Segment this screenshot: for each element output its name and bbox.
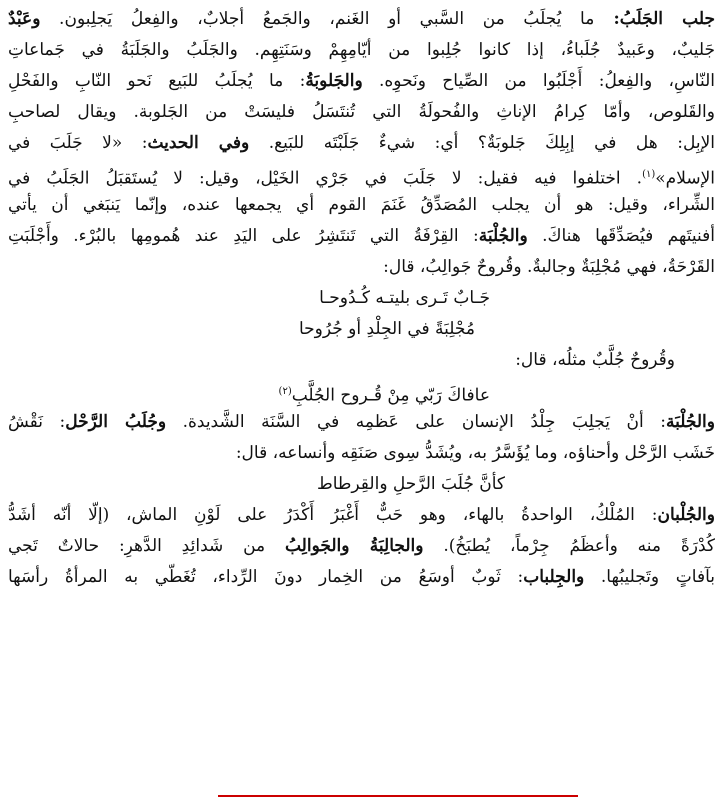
headword: جلب	[663, 9, 715, 29]
definition-text: جَليبٌ، وعَبيدٌ جُلَباءُ، إذا كانوا جُلِبوا من أيّامِهِمْ وسَنَتِهِم. والجَلَبُ والجَلَبَةُ في جَماعاتِ	[8, 40, 715, 60]
definition-text: كُدْرَةً منه وأعظَمُ جِرْماً، يُطبَخُ).	[423, 536, 715, 556]
definition-text: الإسلام»	[655, 168, 715, 189]
text-line	[8, 66, 715, 97]
text-line	[8, 221, 715, 252]
definition-text: : القِرْفَةُ التي تَنتَشِرُ على اليَدِ عند هُمومِها بالبُرْء. وأَجْلَبَتِ	[8, 226, 479, 246]
verse-1-line-2: مُجْلِبَةً في الجِلْدِ أو جُرُوحا	[298, 319, 475, 339]
definition-text: : نَقْشُ	[8, 412, 66, 432]
verse-2-text: عافاكَ رَبّي مِنْ قُـروح الجُلَّبِ	[291, 385, 490, 406]
verse-3: كأنَّ جُلَبَ الرَّحلِ والقِرطاط	[317, 474, 505, 494]
definition-text: بآفاتٍ وتَجليبُها.	[584, 567, 715, 587]
headword: والجُلْبان	[657, 505, 715, 525]
definition-text: ما يُجلَبُ من السَّبي أو الغَنم، والجَمعُ أجلابٌ، والفِعلُ يَجلِبون.	[40, 9, 595, 29]
text-line	[8, 531, 715, 562]
entry-paragraph-julban	[8, 500, 715, 593]
definition-text: أفنيتَهم فيُصَدِّقَها هناكَ.	[527, 226, 715, 246]
definition-text: والقَلوص، وأمّا كِرامُ الإناثِ والفُحولَةُ التي تُنتَسَلُ فليسَتْ من الجَلوبة. ويقال لصاحبِ	[8, 102, 715, 122]
headword: والجَلوبَةُ	[305, 71, 363, 91]
text-after-verse-1: وقُروحٌ جُلَّبٌ مثلُه، قال:	[515, 350, 675, 370]
definition-text: : أنْ يَجلِبَ جِلْدُ الإنسان على عَظمِه في السَّنَة الشَّديدة.	[166, 412, 667, 432]
definition-text: من شَدائِدِ الدَّهرِ: حالاتٌ تَجي	[8, 536, 285, 556]
text-line	[8, 438, 715, 469]
headword: والجُلْبَة	[666, 412, 715, 432]
highlight-underline	[218, 795, 578, 797]
definition-text: الإبِل: هل في إبِلِكَ جَلوبَةٌ؟ أي: شيءٌ جَلَبْتَه للبَيع.	[249, 133, 715, 153]
text-line	[8, 4, 715, 35]
headword: الجَلَبُ:	[594, 9, 663, 29]
headword: والجُلْبَة	[478, 226, 528, 246]
text-line	[8, 252, 715, 283]
text-line	[8, 500, 715, 531]
definition-text: الشِّراء، وقيل: هو أن يجلب المُصَدِّقُ غَنَمَ القوم أي يجمعها عنده، وإنّما يَنبَغي أن يأتي	[8, 195, 715, 215]
text-line	[8, 190, 715, 221]
verse-1-line-1: جَـابٌ تَـرى بليتـه كُـدُوحـا	[319, 288, 490, 308]
headword: وجُلَبُ الرَّحْل	[65, 412, 167, 432]
headword: وعَبْدٌ	[8, 9, 41, 29]
text-line	[8, 97, 715, 128]
text-line	[8, 35, 715, 66]
headword: والجِلباب	[523, 567, 585, 587]
footnote-marker: (٢)	[278, 386, 292, 397]
text-line	[8, 562, 715, 593]
entry-paragraph-julba	[8, 407, 715, 469]
text-line	[8, 407, 715, 438]
footnote-marker: (١)	[642, 169, 656, 180]
definition-text: خَشَب الرَّحْل وأحناؤه، وما يُؤَسَّرُ به، ويُشَدُّ سِوى صَنَقِه وأنساعه، قال:	[235, 443, 715, 463]
definition-text: القَرْحَةُ، فهي مُجْلِبَةٌ وجالبةٌ. وقُروحٌ جَوالِبُ، قال:	[383, 257, 715, 277]
text-line	[8, 159, 715, 190]
definition-text: . اختلفوا فيه فقيل: لا جَلَبَ في جَرْي الخَيْل، وقيل: لا يُستَقبَلُ الجَلَبُ في	[8, 168, 643, 189]
definition-text: النّاسِ، والفِعلُ: أَجْلَبُوا من الصِّياح ونَحوِه.	[362, 71, 715, 91]
definition-text: : ما يُجلَبُ للبَيع نَحو النّابِ والفَحْلِ	[8, 71, 306, 91]
headword: وفي الحديث	[147, 133, 250, 153]
highlight-underline-wrap	[8, 795, 715, 799]
definition-text: : المُلْكُ، الواحدةُ بالهاء، وهو حَبٌّ أَغْبَرُ أَكْدَرُ على لَوْنِ الماش، (إلّا أنّه أشَدُّ	[8, 505, 658, 525]
headword: والجالِبَةُ والجَوالِبُ	[284, 536, 424, 556]
entry-paragraph-jalb	[8, 4, 715, 283]
text-line	[8, 128, 715, 159]
dictionary-page	[8, 4, 715, 807]
verse-2	[8, 376, 715, 407]
definition-text: : ثَوبٌ أوسَعُ من الخِمار دونَ الرِّداء، تُغَطّي به المرأةُ رأسَها	[8, 567, 524, 587]
definition-text: : «لا جَلَبَ في	[8, 133, 148, 153]
